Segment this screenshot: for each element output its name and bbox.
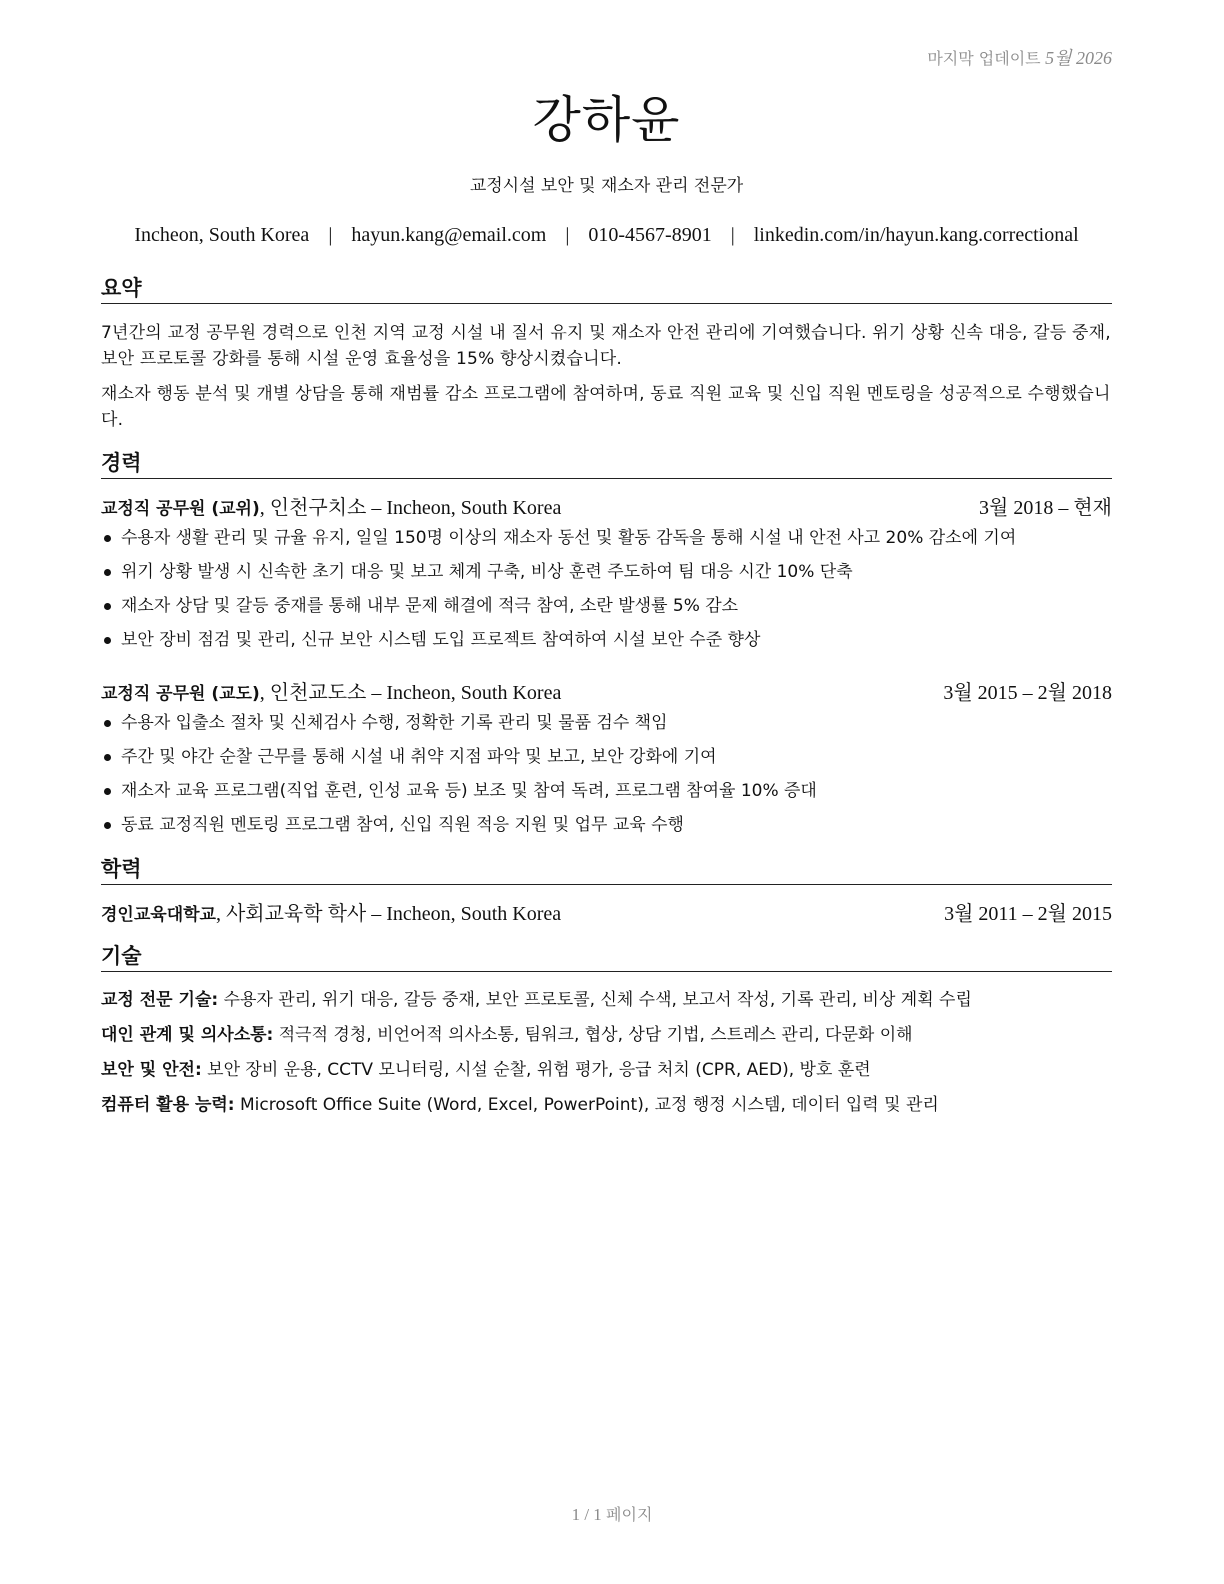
skill-label: 대인 관계 및 의사소통: [101, 1025, 274, 1045]
contact-separator: | [328, 224, 333, 246]
skill-label: 교정 전문 기술: [101, 990, 219, 1010]
job-title-line [101, 495, 561, 522]
contact-email[interactable]: hayun.kang@email.com [351, 224, 547, 246]
last-updated [927, 44, 1112, 70]
skill-row [101, 1022, 1112, 1048]
page-label: 페이지 [606, 1505, 653, 1524]
contact-line [91, 224, 1122, 247]
education-school: 경인교육대학교 [101, 905, 216, 925]
skill-value: Microsoft Office Suite (Word, Excel, PowerPoint), 교정 행정 시스템, 데이터 입력 및 관리 [234, 1095, 939, 1115]
skill-value: 적극적 경청, 비언어적 의사소통, 팀워크, 협상, 상담 기법, 스트레스 관리, 다문화 이해 [273, 1025, 913, 1045]
page-number: 1 / 1 [571, 1505, 602, 1524]
page-footer [0, 1502, 1224, 1525]
skill-label: 컴퓨터 활용 능력: [101, 1095, 235, 1115]
skill-row [101, 987, 1112, 1013]
candidate-name: 강하윤 [532, 91, 681, 149]
job-bullet: 동료 교정직원 멘토링 프로그램 참여, 신입 직원 적응 지원 및 업무 교육 수행 [101, 812, 1112, 846]
summary-paragraph: 7년간의 교정 공무원 경력으로 인천 지역 교정 시설 내 질서 유지 및 재소자 안전 관리에 기여했습니다. 위기 상황 신속 대응, 갈등 중재, 보안 프로토콜 강화를 통해 시설 운영 효율성을 15% 향상시켰습니다. [101, 323, 1111, 369]
job-bullets [101, 525, 1112, 661]
skill-value: 수용자 관리, 위기 대응, 갈등 중재, 보안 프로토콜, 신체 수색, 보고서 작성, 기록 관리, 비상 계획 수립 [218, 990, 972, 1010]
skill-row [101, 1057, 1112, 1083]
contact-phone: 010-4567-8901 [588, 224, 712, 246]
skill-value: 보안 장비 운용, CCTV 모니터링, 시설 순찰, 위험 평가, 응급 처치 (CPR, AED), 방호 훈련 [201, 1060, 871, 1080]
contact-location: Incheon, South Korea [134, 224, 310, 246]
candidate-headline: 교정시설 보안 및 재소자 관리 전문가 [469, 176, 744, 196]
education-line [101, 901, 561, 928]
job-bullet: 수용자 입출소 절차 및 신체검사 수행, 정확한 기록 관리 및 물품 검수 책임 [101, 710, 1112, 744]
contact-separator: | [565, 224, 570, 246]
job-bullet: 주간 및 야간 순찰 근무를 통해 시설 내 취약 지점 파악 및 보고, 보안 강화에 기여 [101, 744, 1112, 778]
education-dates: 3월 2011 – 2월 2015 [944, 903, 1112, 925]
job-bullet: 재소자 교육 프로그램(직업 훈련, 인성 교육 등) 보조 및 참여 독려, 프로그램 참여율 10% 증대 [101, 778, 1112, 812]
job-bullet: 수용자 생활 관리 및 규율 유지, 일일 150명 이상의 재소자 동선 및 활동 감독을 통해 시설 내 안전 사고 20% 감소에 기여 [101, 525, 1112, 559]
job-org: , 인천교도소 – Incheon, South Korea [259, 682, 562, 704]
job-dates: 3월 2015 – 2월 2018 [943, 682, 1112, 704]
skill-label: 보안 및 안전: [101, 1060, 202, 1080]
last-updated-label: 마지막 업데이트 [927, 49, 1041, 68]
job-org: , 인천구치소 – Incheon, South Korea [259, 497, 562, 519]
job-bullet: 보안 장비 점검 및 관리, 신규 보안 시스템 도입 프로젝트 참여하여 시설 보안 수준 향상 [101, 627, 1112, 661]
section-title-education: 학력 [101, 856, 1112, 885]
contact-separator: | [730, 224, 735, 246]
section-title-skills: 기술 [101, 943, 1112, 972]
job-bullet: 재소자 상담 및 갈등 중재를 통해 내부 문제 해결에 적극 참여, 소란 발생률 5% 감소 [101, 593, 1112, 627]
job-role: 교정직 공무원 (교위) [101, 499, 260, 519]
summary-paragraph: 재소자 행동 분석 및 개별 상담을 통해 재범률 감소 프로그램에 참여하며, 동료 직원 교육 및 신입 직원 멘토링을 성공적으로 수행했습니다. [101, 384, 1111, 430]
contact-linkedin[interactable]: linkedin.com/in/hayun.kang.correctional [753, 224, 1079, 246]
skill-row [101, 1092, 1112, 1118]
job-role: 교정직 공무원 (교도) [101, 684, 260, 704]
job-dates: 3월 2018 – 현재 [979, 497, 1112, 519]
last-updated-date: 5월 2026 [1045, 48, 1112, 68]
job-bullets [101, 710, 1112, 846]
education-degree: , 사회교육학 학사 – Incheon, South Korea [215, 903, 562, 925]
job-title-line [101, 680, 561, 707]
job-bullet: 위기 상황 발생 시 신속한 초기 대응 및 보고 체계 구축, 비상 훈련 주도하여 팀 대응 시간 10% 단축 [101, 559, 1112, 593]
section-title-summary: 요약 [101, 275, 1112, 304]
section-title-experience: 경력 [101, 450, 1112, 479]
